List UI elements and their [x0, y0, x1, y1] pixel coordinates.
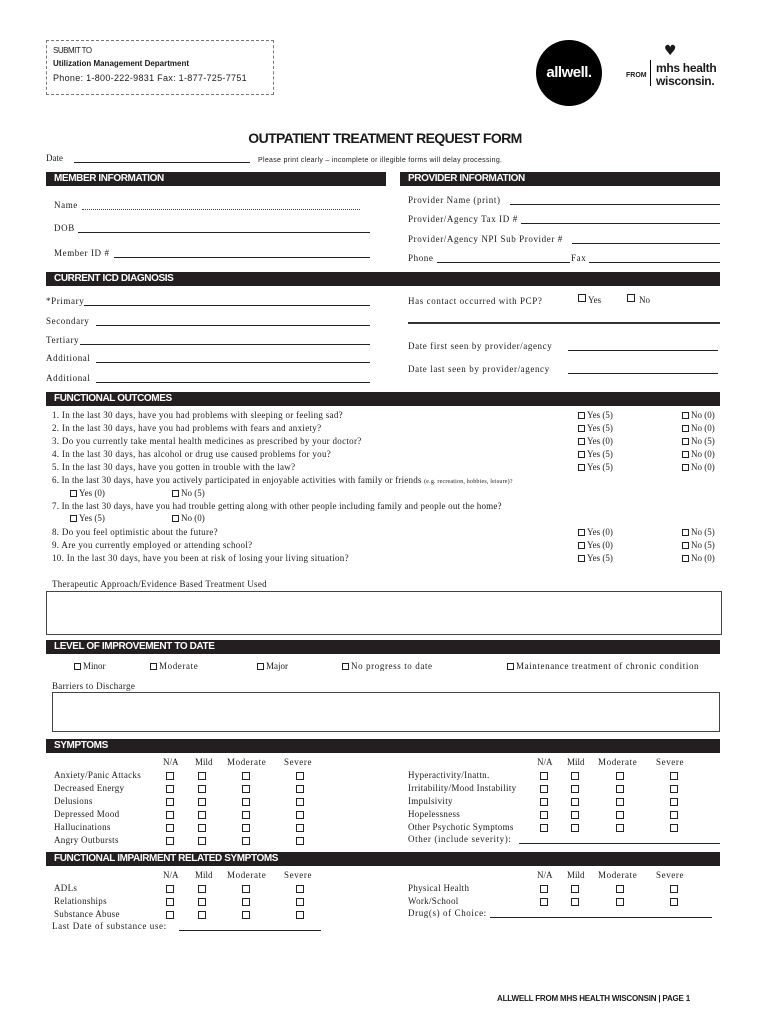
symptom-right-mild-checkbox[interactable] [571, 772, 579, 780]
outcome-q3: 3. Do you currently take mental health medicines as prescribed by your doctor? [52, 436, 362, 446]
department-name: Utilization Management Department [53, 59, 190, 68]
form-title: OUTPATIENT TREATMENT REQUEST FORM [248, 130, 522, 146]
symptom-left-label: Delusions [54, 796, 93, 806]
symptom-left-na-checkbox[interactable] [166, 785, 174, 793]
impairment-right-moderate-checkbox[interactable] [616, 885, 624, 893]
pcp-yes-checkbox[interactable] [578, 294, 586, 302]
outcome-q1: 1. In the last 30 days, have you had problems with sleeping or feeling sad? [52, 410, 343, 420]
outcome-q1-no[interactable] [682, 410, 715, 420]
symptom-right-moderate-checkbox[interactable] [616, 824, 624, 832]
symptom-right-severe-checkbox[interactable] [670, 824, 678, 832]
checkbox-icon [682, 412, 689, 419]
outcome-q1-yes[interactable] [578, 410, 613, 420]
outcome-q10-no[interactable] [682, 553, 715, 563]
symptoms-right-col-na: N/A [537, 757, 553, 767]
icd-additional1-field[interactable] [96, 362, 370, 363]
member-dob-field[interactable] [78, 232, 370, 233]
outcome-q1-no-label: No (0) [691, 410, 715, 420]
symptom-right-label: Impulsivity [408, 796, 453, 806]
impairment-left-col-moderate: Moderate [227, 870, 267, 880]
outcome-q7-no[interactable] [172, 513, 205, 523]
checkbox-icon [74, 663, 81, 670]
icd-additional2-label: Additional [46, 373, 91, 383]
outcome-q6-yes[interactable] [70, 488, 105, 498]
symptoms-other-field[interactable] [519, 843, 720, 844]
icd-primary-label: *Primary [46, 296, 85, 306]
icd-secondary-label: Secondary [46, 316, 90, 326]
logo-divider [650, 60, 651, 86]
symptom-right-moderate-checkbox[interactable] [616, 798, 624, 806]
impairment-right-col-moderate: Moderate [598, 870, 638, 880]
improvement-moderate[interactable] [150, 661, 198, 671]
impairment-left-label: Relationships [54, 896, 107, 906]
outcome-q4-yes[interactable] [578, 449, 613, 459]
symptom-right-severe-checkbox[interactable] [670, 798, 678, 806]
provider-name-field[interactable] [510, 204, 720, 205]
outcome-q9-yes[interactable] [578, 540, 613, 550]
outcome-q7-yes-label: Yes (5) [79, 513, 105, 523]
checkbox-icon [578, 542, 585, 549]
symptom-left-label: Decreased Energy [54, 783, 125, 793]
impairment-left-severe-checkbox[interactable] [296, 911, 304, 919]
provider-npi-label: Provider/Agency NPI Sub Provider # [408, 234, 563, 244]
symptom-left-moderate-checkbox[interactable] [242, 798, 250, 806]
impairment-right-mild-checkbox[interactable] [571, 885, 579, 893]
symptom-left-label: Hallucinations [54, 822, 111, 832]
member-name-field[interactable] [82, 209, 360, 210]
barriers-field[interactable] [52, 692, 720, 732]
submit-to-label: SUBMIT TO [53, 46, 92, 55]
symptom-left-severe-checkbox[interactable] [296, 798, 304, 806]
heart-icon: ♥ [664, 43, 677, 59]
symptom-left-mild-checkbox[interactable] [198, 837, 206, 845]
checkbox-icon [172, 490, 179, 497]
icd-tertiary-label: Tertiary [46, 335, 80, 345]
symptom-right-na-checkbox[interactable] [540, 824, 548, 832]
outcome-q10-no-label: No (0) [691, 553, 715, 563]
functional-outcomes-header: FUNCTIONAL OUTCOMES [46, 392, 720, 406]
impairment-left-mild-checkbox[interactable] [198, 898, 206, 906]
date-first-seen-field[interactable] [568, 350, 718, 351]
outcome-q5: 5. In the last 30 days, have you gotten in trouble with the law? [52, 462, 296, 472]
symptom-right-mild-checkbox[interactable] [571, 824, 579, 832]
provider-phone-label: Phone [408, 253, 434, 263]
impairment-right-col-mild: Mild [567, 870, 585, 880]
impairment-left-mild-checkbox[interactable] [198, 885, 206, 893]
date-first-seen-label: Date first seen by provider/agency [408, 341, 553, 351]
impairment-left-moderate-checkbox[interactable] [242, 898, 250, 906]
outcome-q2-no-label: No (0) [691, 423, 715, 433]
member-id-field[interactable] [114, 257, 370, 258]
symptom-right-moderate-checkbox[interactable] [616, 785, 624, 793]
symptom-right-moderate-checkbox[interactable] [616, 772, 624, 780]
outcome-q10: 10. In the last 30 days, have you been at risk of losing your living situation? [52, 553, 349, 563]
outcome-q9-no-label: No (5) [691, 540, 715, 550]
symptoms-left-col-moderate: Moderate [227, 757, 267, 767]
impairment-left-col-severe: Severe [284, 870, 313, 880]
impairment-right-col-severe: Severe [656, 870, 685, 880]
allwell-logo-text: allwell. [546, 64, 592, 81]
symptom-right-mild-checkbox[interactable] [571, 798, 579, 806]
footer-text: ALLWELL FROM MHS HEALTH WISCONSIN | PAGE 1 [497, 994, 690, 1003]
outcome-q5-yes-label: Yes (5) [587, 462, 613, 472]
impairment-left-mild-checkbox[interactable] [198, 911, 206, 919]
symptom-right-na-checkbox[interactable] [540, 772, 548, 780]
date-last-seen-field[interactable] [568, 373, 718, 374]
symptoms-left-col-na: N/A [163, 757, 179, 767]
improvement-minor[interactable] [74, 661, 106, 671]
symptom-left-na-checkbox[interactable] [166, 798, 174, 806]
icd-secondary-field[interactable] [96, 325, 370, 326]
checkbox-icon [682, 438, 689, 445]
outcome-q5-no-label: No (0) [691, 462, 715, 472]
outcome-q3-yes-label: Yes (0) [587, 436, 613, 446]
checkbox-icon [150, 663, 157, 670]
improvement-major[interactable] [257, 661, 288, 671]
checkbox-icon [257, 663, 264, 670]
symptom-left-label: Anxiety/Panic Attacks [54, 770, 142, 780]
symptom-right-na-checkbox[interactable] [540, 811, 548, 819]
provider-npi-field[interactable] [572, 243, 720, 244]
impairment-right-label: Work/School [408, 896, 459, 906]
outcome-q2-yes[interactable] [578, 423, 613, 433]
symptom-left-severe-checkbox[interactable] [296, 772, 304, 780]
symptom-right-label: Irritability/Mood Instability [408, 783, 517, 793]
date-field[interactable] [74, 162, 250, 163]
symptoms-right-col-mild: Mild [567, 757, 585, 767]
symptom-left-severe-checkbox[interactable] [296, 785, 304, 793]
symptom-right-label: Hyperactivity/Inattn. [408, 770, 490, 780]
therapeutic-approach-label: Therapeutic Approach/Evidence Based Treatment Used [52, 579, 267, 589]
symptoms-header: SYMPTOMS [46, 739, 720, 753]
outcome-q6-yes-label: Yes (0) [79, 488, 105, 498]
symptom-right-mild-checkbox[interactable] [571, 785, 579, 793]
logo-mhs-line2: wisconsin. [656, 74, 715, 88]
outcome-q4: 4. In the last 30 days, has alcohol or drug use caused problems for you? [52, 449, 332, 459]
checkbox-icon [578, 464, 585, 471]
checkbox-icon [682, 464, 689, 471]
outcome-q9-yes-label: Yes (0) [587, 540, 613, 550]
outcome-q8: 8. Do you feel optimistic about the future? [52, 527, 218, 537]
symptom-left-moderate-checkbox[interactable] [242, 772, 250, 780]
impairment-left-na-checkbox[interactable] [166, 911, 174, 919]
checkbox-icon [70, 490, 77, 497]
outcome-q5-yes[interactable] [578, 462, 613, 472]
member-dob-label: DOB [54, 223, 75, 233]
phone-fax: Phone: 1-800-222-9831 Fax: 1-877-725-7751 [53, 73, 247, 83]
impairment-left-na-checkbox[interactable] [166, 898, 174, 906]
impairment-left-severe-checkbox[interactable] [296, 898, 304, 906]
provider-fax-label: Fax [571, 253, 587, 263]
outcome-q1-yes-label: Yes (5) [587, 410, 613, 420]
provider-fax-field[interactable] [589, 262, 720, 263]
date-last-seen-label: Date last seen by provider/agency [408, 364, 550, 374]
symptom-left-mild-checkbox[interactable] [198, 785, 206, 793]
symptom-right-severe-checkbox[interactable] [670, 785, 678, 793]
symptom-left-mild-checkbox[interactable] [198, 824, 206, 832]
allwell-logo [536, 40, 602, 106]
icd-additional2-field[interactable] [96, 382, 370, 383]
outcome-q6-no[interactable] [172, 488, 205, 498]
impairment-left-severe-checkbox[interactable] [296, 885, 304, 893]
symptom-left-moderate-checkbox[interactable] [242, 837, 250, 845]
checkbox-icon [342, 663, 349, 670]
outcome-q10-yes-label: Yes (5) [587, 553, 613, 563]
drugs-of-choice-label: Drug(s) of Choice: [408, 908, 487, 918]
outcome-q6 [52, 475, 513, 485]
symptom-left-severe-checkbox[interactable] [296, 811, 304, 819]
outcome-q2: 2. In the last 30 days, have you had problems with fears and anxiety? [52, 423, 322, 433]
last-date-substance-field[interactable] [179, 930, 321, 931]
impairment-right-moderate-checkbox[interactable] [616, 898, 624, 906]
icd-diagnosis-header: CURRENT ICD DIAGNOSIS [46, 272, 720, 286]
impairment-right-na-checkbox[interactable] [540, 898, 548, 906]
outcome-q4-no-label: No (0) [691, 449, 715, 459]
improvement-no-progress[interactable] [342, 661, 433, 671]
outcome-q8-no-label: No (5) [691, 527, 715, 537]
checkbox-icon [578, 451, 585, 458]
provider-phone-field[interactable] [437, 262, 570, 263]
checkbox-icon [682, 529, 689, 536]
outcome-q9-no[interactable] [682, 540, 715, 550]
symptom-left-severe-checkbox[interactable] [296, 824, 304, 832]
impairment-left-label: Substance Abuse [54, 909, 120, 919]
impairment-left-col-na: N/A [163, 870, 179, 880]
provider-name-label: Provider Name (print) [408, 195, 501, 205]
checkbox-icon [578, 438, 585, 445]
checkbox-icon [682, 451, 689, 458]
symptom-left-na-checkbox[interactable] [166, 824, 174, 832]
symptom-right-na-checkbox[interactable] [540, 798, 548, 806]
checkbox-icon [682, 555, 689, 562]
symptoms-right-col-severe: Severe [656, 757, 685, 767]
symptom-right-severe-checkbox[interactable] [670, 811, 678, 819]
icd-additional1-label: Additional [46, 353, 91, 363]
outcome-q2-yes-label: Yes (5) [587, 423, 613, 433]
improvement-no-progress-label: No progress to date [351, 661, 433, 671]
provider-tax-id-field[interactable] [521, 223, 720, 224]
therapeutic-approach-field[interactable] [46, 591, 722, 635]
outcome-q8-yes[interactable] [578, 527, 613, 537]
impairment-right-mild-checkbox[interactable] [571, 898, 579, 906]
impairment-left-col-mild: Mild [195, 870, 213, 880]
symptoms-left-col-severe: Severe [284, 757, 313, 767]
member-id-label: Member ID # [54, 248, 110, 258]
outcome-q7-no-label: No (0) [181, 513, 205, 523]
icd-tertiary-field[interactable] [80, 344, 370, 345]
outcome-q6-no-label: No (5) [181, 488, 205, 498]
symptom-left-mild-checkbox[interactable] [198, 772, 206, 780]
outcome-q7-yes[interactable] [70, 513, 105, 523]
symptom-right-label: Hopelessness [408, 809, 461, 819]
symptom-right-moderate-checkbox[interactable] [616, 811, 624, 819]
outcome-q3-no[interactable] [682, 436, 715, 446]
outcome-q8-yes-label: Yes (0) [587, 527, 613, 537]
symptom-left-mild-checkbox[interactable] [198, 798, 206, 806]
symptoms-left-col-mild: Mild [195, 757, 213, 767]
symptoms-other-label: Other (include severity): [408, 834, 512, 844]
checkbox-icon [507, 663, 514, 670]
icd-primary-field[interactable] [84, 305, 370, 306]
outcome-q2-no[interactable] [682, 423, 715, 433]
member-information-header: MEMBER INFORMATION [46, 172, 386, 186]
improvement-minor-label: Minor [83, 661, 106, 671]
barriers-label: Barriers to Discharge [52, 681, 136, 691]
pcp-no-checkbox[interactable] [627, 294, 635, 302]
checkbox-icon [578, 529, 585, 536]
symptom-left-na-checkbox[interactable] [166, 772, 174, 780]
symptom-left-label: Angry Outbursts [54, 835, 119, 845]
improvement-maintenance-label: Maintenance treatment of chronic condition [516, 661, 700, 671]
outcome-q8-no[interactable] [682, 527, 715, 537]
provider-tax-id-label: Provider/Agency Tax ID # [408, 214, 518, 224]
member-name-label: Name [54, 200, 78, 210]
logo-from: FROM [626, 72, 647, 79]
level-of-improvement-header: LEVEL OF IMPROVEMENT TO DATE [46, 640, 720, 654]
provider-information-header: PROVIDER INFORMATION [400, 172, 720, 186]
outcome-q6-text: 6. In the last 30 days, have you actively participated in enjoyable activities with family or friends [52, 475, 422, 485]
impairment-right-severe-checkbox[interactable] [670, 898, 678, 906]
symptom-right-na-checkbox[interactable] [540, 785, 548, 793]
improvement-major-label: Major [266, 661, 288, 671]
checkbox-icon [70, 515, 77, 522]
symptom-left-mild-checkbox[interactable] [198, 811, 206, 819]
print-note: Please print clearly – incomplete or illegible forms will delay processing. [258, 157, 503, 164]
outcome-q6-note: (e.g. recreation, hobbies, leisure)? [424, 479, 513, 485]
impairment-left-na-checkbox[interactable] [166, 885, 174, 893]
outcome-q3-yes[interactable] [578, 436, 613, 446]
impairment-right-na-checkbox[interactable] [540, 885, 548, 893]
symptom-left-moderate-checkbox[interactable] [242, 824, 250, 832]
checkbox-icon [172, 515, 179, 522]
symptom-left-severe-checkbox[interactable] [296, 837, 304, 845]
impairment-right-severe-checkbox[interactable] [670, 885, 678, 893]
improvement-maintenance[interactable] [507, 661, 699, 671]
last-date-substance-label: Last Date of substance use: [52, 921, 167, 931]
symptom-left-label: Depressed Mood [54, 809, 120, 819]
symptom-right-severe-checkbox[interactable] [670, 772, 678, 780]
impairment-right-col-na: N/A [537, 870, 553, 880]
outcome-q5-no[interactable] [682, 462, 715, 472]
outcome-q7: 7. In the last 30 days, have you had trouble getting along with other people including family and people out the home? [52, 501, 502, 511]
functional-impairment-header: FUNCTIONAL IMPAIRMENT RELATED SYMPTOMS [46, 852, 720, 866]
pcp-question: Has contact occurred with PCP? [408, 296, 543, 306]
symptom-left-na-checkbox[interactable] [166, 811, 174, 819]
checkbox-icon [578, 425, 585, 432]
checkbox-icon [682, 542, 689, 549]
outcome-q3-no-label: No (5) [691, 436, 715, 446]
impairment-left-moderate-checkbox[interactable] [242, 885, 250, 893]
checkbox-icon [682, 425, 689, 432]
checkbox-icon [578, 555, 585, 562]
symptom-right-label: Other Psychotic Symptoms [408, 822, 514, 832]
date-label: Date [46, 153, 63, 163]
outcome-q4-no[interactable] [682, 449, 715, 459]
impairment-left-moderate-checkbox[interactable] [242, 911, 250, 919]
symptom-left-moderate-checkbox[interactable] [242, 811, 250, 819]
drugs-of-choice-field[interactable] [490, 917, 712, 918]
logo-mhs-line1: mhs health [656, 61, 717, 75]
impairment-right-label: Physical Health [408, 883, 470, 893]
symptom-left-na-checkbox[interactable] [166, 837, 174, 845]
impairment-left-label: ADLs [54, 883, 78, 893]
symptoms-right-col-moderate: Moderate [598, 757, 638, 767]
symptom-right-mild-checkbox[interactable] [571, 811, 579, 819]
checkbox-icon [578, 412, 585, 419]
pcp-yes-label: Yes [588, 295, 602, 305]
pcp-no-label: No [639, 295, 650, 305]
pcp-divider [408, 322, 720, 324]
outcome-q9: 9. Are you currently employed or attending school? [52, 540, 253, 550]
symptom-left-moderate-checkbox[interactable] [242, 785, 250, 793]
outcome-q10-yes[interactable] [578, 553, 613, 563]
improvement-moderate-label: Moderate [159, 661, 199, 671]
outcome-q4-yes-label: Yes (5) [587, 449, 613, 459]
